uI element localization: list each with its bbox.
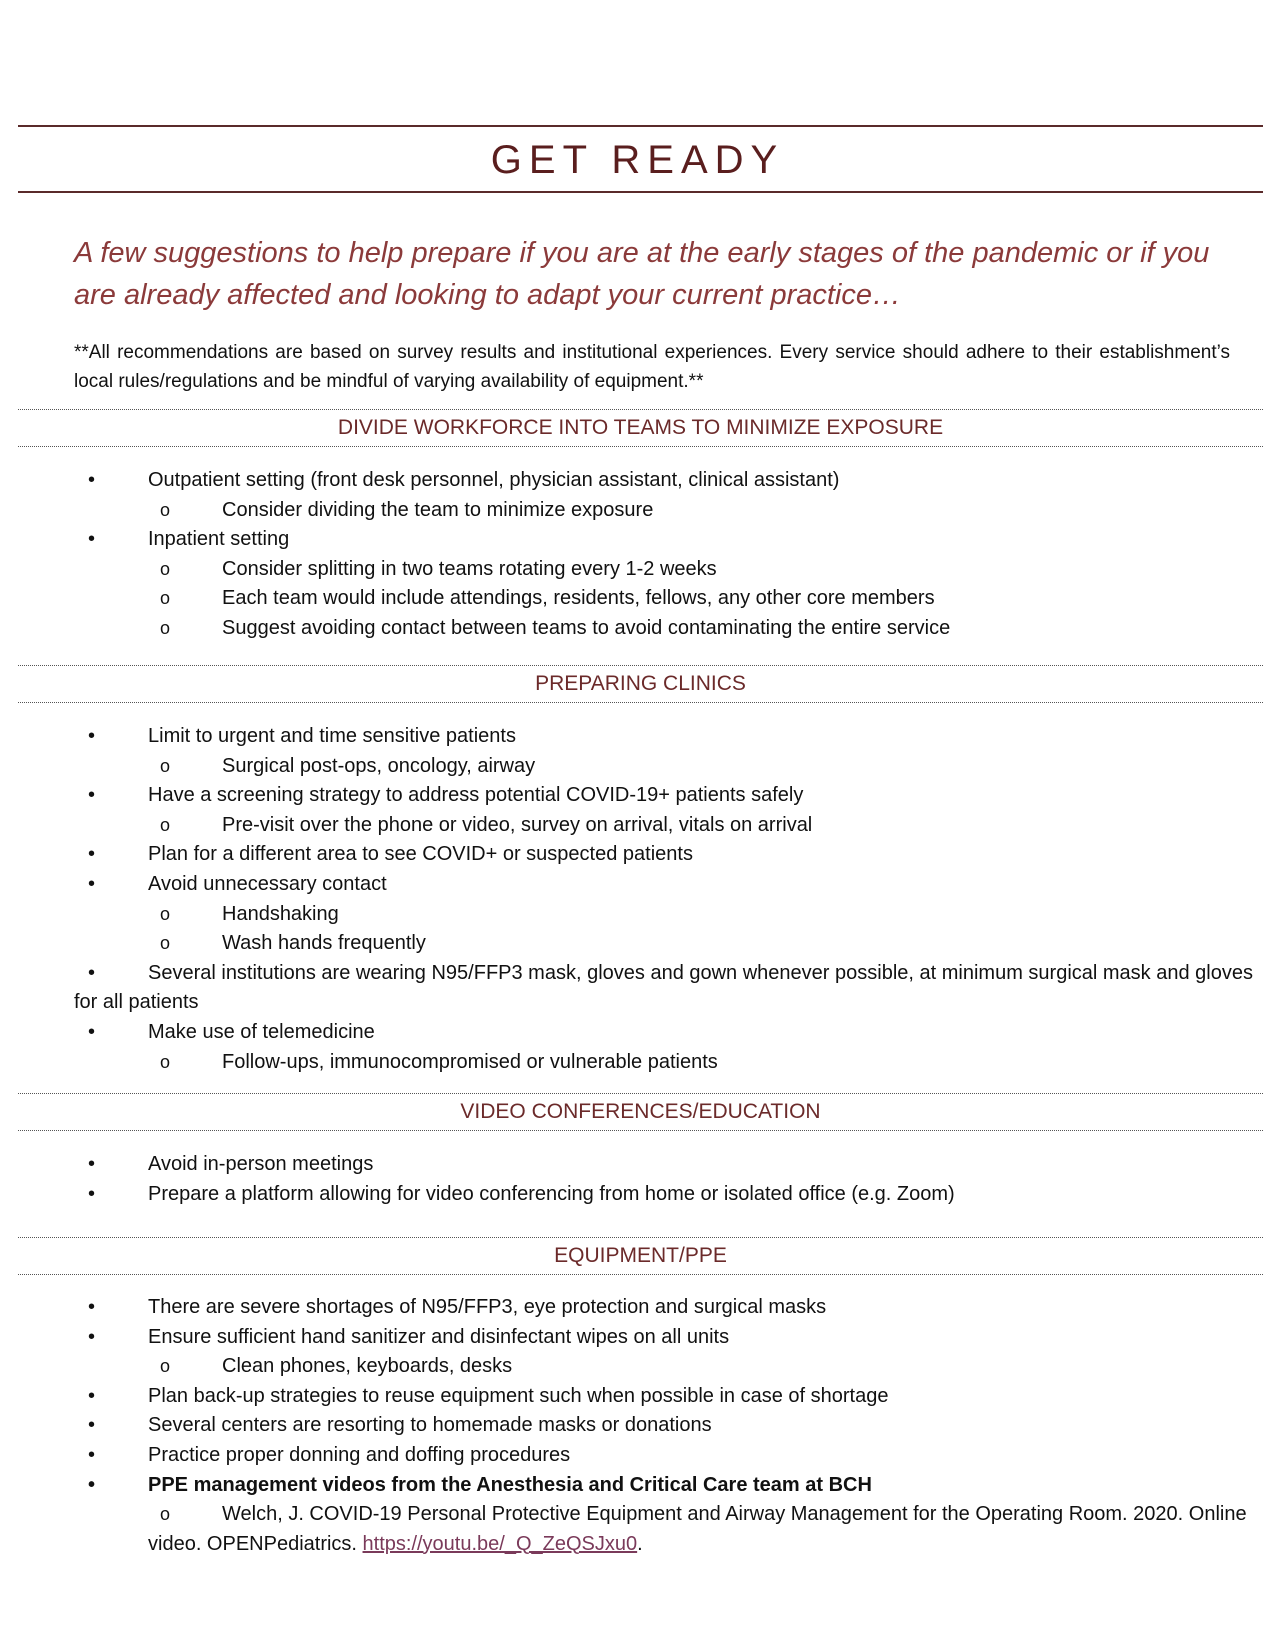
- bullet-marker: •: [88, 784, 96, 807]
- list-item: • Practice proper donning and doffing procedures: [0, 1441, 1275, 1471]
- list-item: • Make use of telemedicine: [0, 1018, 1275, 1048]
- section-heading-clinics: PREPARING CLINICS: [18, 665, 1263, 703]
- list-item: • Several institutions are wearing N95/FFP3 mask, gloves and gown whenever possible, at minimum surgical mask and gloves for all patients: [0, 959, 1275, 1018]
- list-item: • Outpatient setting (front desk personnel, physician assistant, clinical assistant): [0, 466, 1275, 496]
- bullet-marker: •: [88, 1153, 96, 1175]
- sub-list-item: o Surgical post-ops, oncology, airway: [0, 752, 1275, 782]
- bullet-marker: •: [88, 843, 96, 866]
- list-item: • Have a screening strategy to address potential COVID-19+ patients safely: [0, 781, 1275, 811]
- sub-list-item: o Pre-visit over the phone or video, survey on arrival, vitals on arrival: [0, 811, 1275, 841]
- sub-bullet-marker: o: [160, 814, 171, 835]
- bullet-marker: •: [88, 469, 96, 491]
- list-item: • Avoid unnecessary contact: [0, 870, 1275, 900]
- bullet-marker: •: [88, 872, 96, 895]
- sub-list-item: o Wash hands frequently: [0, 929, 1275, 959]
- equipment-list: [0, 1293, 1275, 1559]
- bullet-marker: •: [88, 1182, 96, 1205]
- list-item: • PPE management videos from the Anesthesia and Critical Care team at BCH: [0, 1471, 1275, 1501]
- sub-list-item: o Welch, J. COVID-19 Personal Protective Equipment and Airway Management for the Operating Room. 2020. Online video. OPENPediatrics. https://youtu.be/_Q_ZeQSJxu0.: [0, 1500, 1275, 1559]
- sub-list-item: o Suggest avoiding contact between teams to avoid contaminating the entire service: [0, 614, 1275, 644]
- sub-bullet-marker: o: [160, 1356, 171, 1377]
- sub-list-item: o Handshaking: [0, 900, 1275, 930]
- clinics-list: [0, 722, 1275, 1077]
- sub-list-item: o Follow-ups, immunocompromised or vulnerable patients: [0, 1048, 1275, 1078]
- list-item: • Several centers are resorting to homemade masks or donations: [0, 1411, 1275, 1441]
- disclaimer-note: **All recommendations are based on survey results and institutional experiences. Every service should adhere to their establishment’s local rules/regulations and be mindful of varying availability of equipment.**: [74, 342, 1230, 392]
- sub-bullet-marker: o: [160, 755, 171, 776]
- sub-list-item: o Each team would include attendings, residents, fellows, any other core members: [0, 584, 1275, 614]
- section-heading-video: VIDEO CONFERENCES/EDUCATION: [18, 1093, 1263, 1131]
- sub-bullet-marker: o: [160, 933, 171, 954]
- bullet-marker: •: [88, 1414, 96, 1437]
- page-title: GET READY: [490, 138, 785, 182]
- sub-bullet-marker: o: [160, 558, 171, 579]
- bullet-marker: •: [88, 528, 96, 551]
- bullet-marker: •: [88, 1443, 96, 1466]
- section-heading-workforce: DIVIDE WORKFORCE INTO TEAMS TO MINIMIZE EXPOSURE: [18, 409, 1263, 447]
- bullet-marker: •: [88, 725, 96, 747]
- sub-list-item: o Clean phones, keyboards, desks: [0, 1352, 1275, 1382]
- list-item: • Limit to urgent and time sensitive patients: [0, 722, 1275, 752]
- bullet-marker: •: [88, 961, 96, 984]
- sub-list-item: o Consider dividing the team to minimize exposure: [0, 496, 1275, 526]
- section-heading-equipment: EQUIPMENT/PPE: [18, 1237, 1263, 1275]
- sub-bullet-marker: o: [160, 1051, 171, 1072]
- bullet-marker: •: [88, 1325, 96, 1348]
- sub-bullet-marker: o: [160, 588, 171, 609]
- list-item: • Plan for a different area to see COVID+ or suspected patients: [0, 840, 1275, 870]
- list-item: • Ensure sufficient hand sanitizer and disinfectant wipes on all units: [0, 1323, 1275, 1353]
- list-item: • There are severe shortages of N95/FFP3, eye protection and surgical masks: [0, 1293, 1275, 1323]
- video-list: [0, 1150, 1275, 1209]
- list-item: • Inpatient setting: [0, 525, 1275, 555]
- intro-text: A few suggestions to help prepare if you are at the early stages of the pandemic or if you are already affected and looking to adapt your current practice…: [74, 237, 1210, 311]
- list-item: • Avoid in-person meetings: [0, 1150, 1275, 1180]
- youtube-video-link[interactable]: https://youtu.be/_Q_ZeQSJxu0: [362, 1532, 638, 1555]
- sub-bullet-marker: o: [160, 903, 171, 924]
- bullet-marker: •: [88, 1384, 96, 1407]
- list-item: • Prepare a platform allowing for video conferencing from home or isolated office (e.g. Zoom): [0, 1180, 1275, 1210]
- title-bottom-rule: [18, 191, 1263, 193]
- bullet-marker: •: [88, 1020, 96, 1043]
- sub-list-item: o Consider splitting in two teams rotating every 1-2 weeks: [0, 555, 1275, 585]
- list-item: • Plan back-up strategies to reuse equipment such when possible in case of shortage: [0, 1382, 1275, 1412]
- sub-bullet-marker: o: [160, 617, 171, 638]
- sub-bullet-marker: o: [160, 1504, 171, 1525]
- bullet-marker: •: [88, 1473, 96, 1496]
- sub-bullet-marker: o: [160, 499, 171, 520]
- title-top-rule: [18, 125, 1263, 127]
- workforce-list: [0, 466, 1275, 644]
- bullet-marker: •: [88, 1296, 96, 1318]
